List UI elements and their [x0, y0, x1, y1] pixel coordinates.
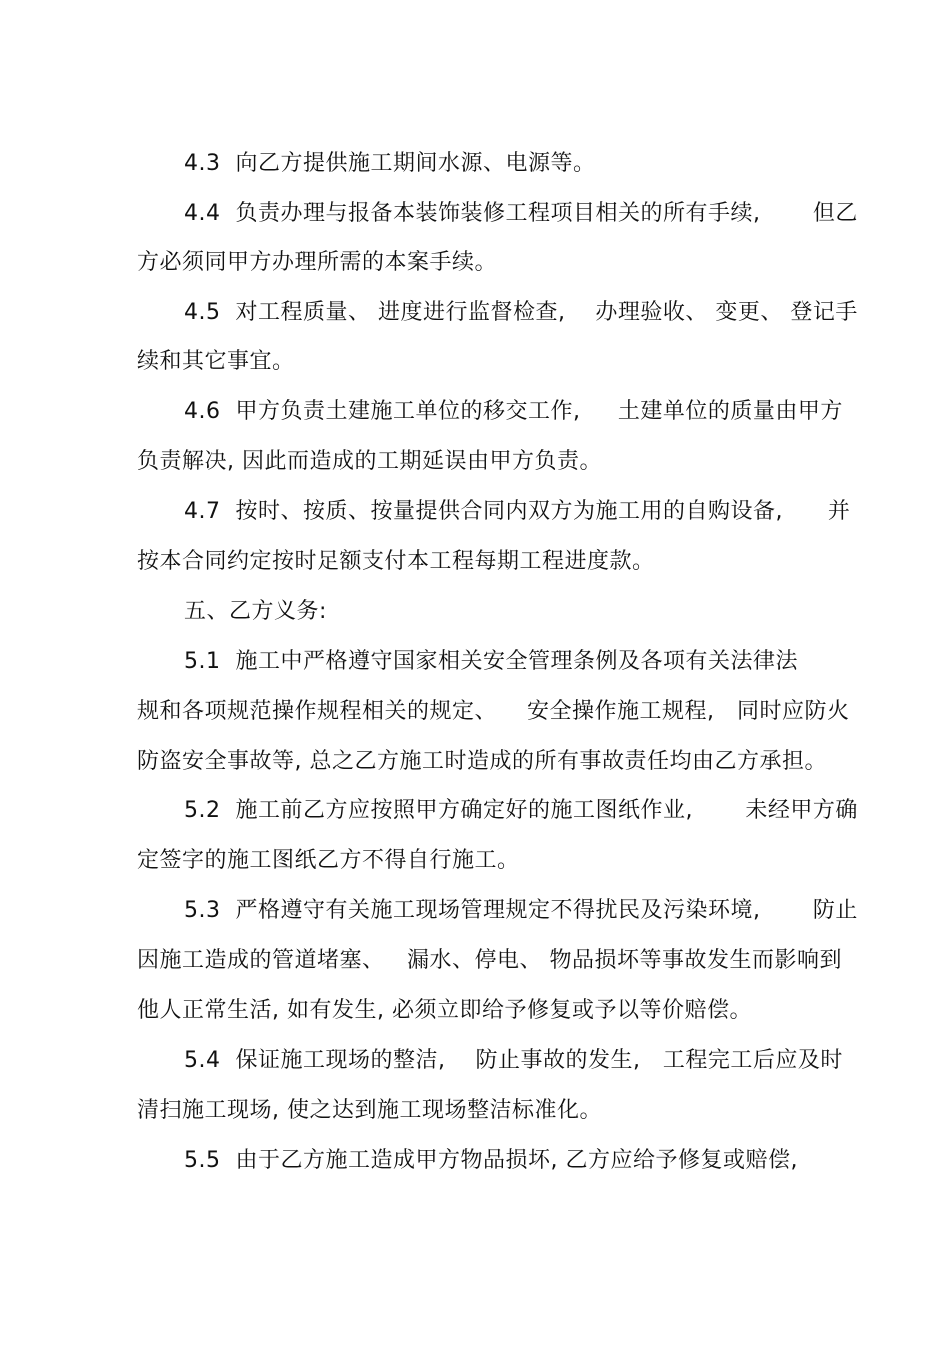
- clause-5-4: 5.4 保证施工现场的整洁, 防止事故的发生, 工程完工后应及时: [184, 1048, 843, 1073]
- clause-4-3: 4.3 向乙方提供施工期间水源、电源等。: [184, 151, 596, 176]
- clause-4-6-cont: 负责解决, 因此而造成的工期延误由甲方负责。: [137, 449, 602, 474]
- clause-4-4-cont: 方必须同甲方办理所需的本案手续。: [137, 250, 498, 275]
- clause-5-1: 5.1 施工中严格遵守国家相关安全管理条例及各项有关法律法: [184, 649, 798, 674]
- clause-5-5: 5.5 由于乙方施工造成甲方物品损坏, 乙方应给予修复或赔偿,: [184, 1148, 798, 1173]
- clause-5-3: 5.3 严格遵守有关施工现场管理规定不得扰民及污染环境, 防止: [184, 898, 858, 923]
- clause-5-3-cont-2: 他人正常生活, 如有发生, 必须立即给予修复或予以等价赔偿。: [137, 998, 752, 1023]
- clause-4-6: 4.6 甲方负责土建施工单位的移交工作, 土建单位的质量由甲方: [184, 399, 843, 424]
- clause-4-4: 4.4 负责办理与报备本装饰装修工程项目相关的所有手续, 但乙: [184, 201, 858, 226]
- clause-5-3-cont: 因施工造成的管道堵塞、 漏水、停电、 物品损坏等事故发生而影响到: [137, 948, 842, 973]
- section-heading: 五、乙方义务:: [184, 599, 327, 624]
- clause-5-1-cont-2: 防盗安全事故等, 总之乙方施工时造成的所有事故责任均由乙方承担。: [137, 749, 827, 774]
- clause-5-1-cont: 规和各项规范操作规程相关的规定、 安全操作施工规程, 同时应防火: [137, 699, 850, 724]
- clause-4-5: 4.5 对工程质量、 进度进行监督检查, 办理验收、 变更、 登记手: [184, 300, 858, 325]
- clause-4-7: 4.7 按时、按质、按量提供合同内双方为施工用的自购设备, 并: [184, 499, 851, 524]
- clause-5-2: 5.2 施工前乙方应按照甲方确定好的施工图纸作业, 未经甲方确: [184, 798, 858, 823]
- clause-5-2-cont: 定签字的施工图纸乙方不得自行施工。: [137, 848, 520, 873]
- clause-5-4-cont: 清扫施工现场, 使之达到施工现场整洁标准化。: [137, 1098, 602, 1123]
- clause-4-7-cont: 按本合同约定按时足额支付本工程每期工程进度款。: [137, 549, 655, 574]
- clause-4-5-cont: 续和其它事宜。: [137, 349, 295, 374]
